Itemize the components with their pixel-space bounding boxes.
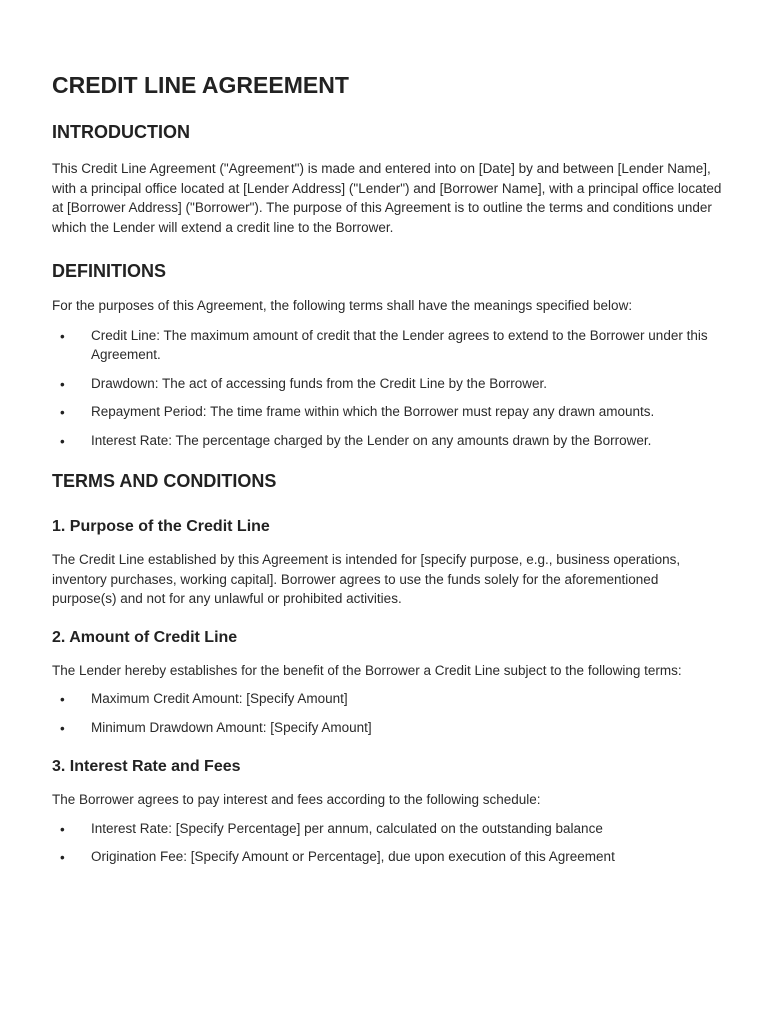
definitions-heading: DEFINITIONS xyxy=(52,261,167,281)
origination-fee-item: Origination Fee: [Specify Amount or Percentage], due upon execution of this Agreement xyxy=(91,849,615,864)
section-3-list xyxy=(52,819,722,867)
section-1-paragraph: The Credit Line established by this Agreement is intended for [specify purpose, e.g., business operations, inventory purchases, working capital]. Borrower agrees to use the funds solely for the aforementioned purpose(s) and not for any unlawful or prohibited activities. xyxy=(52,552,681,606)
bullet-icon: • xyxy=(60,433,65,449)
document-title: CREDIT LINE AGREEMENT xyxy=(52,72,349,98)
section-1-heading: 1. Purpose of the Credit Line xyxy=(52,518,270,535)
terms-heading: TERMS AND CONDITIONS xyxy=(52,471,277,491)
minimum-drawdown-amount: Minimum Drawdown Amount: [Specify Amount] xyxy=(91,719,372,735)
bullet-icon: • xyxy=(60,376,65,392)
definitions-intro: For the purposes of this Agreement, the following terms shall have the meanings specified below: xyxy=(52,298,633,313)
introduction-heading: INTRODUCTION xyxy=(52,122,190,142)
introduction-paragraph: This Credit Line Agreement ("Agreement") is made and entered into on [Date] by and between [Lender Name], with a principal office located at [Lender Address] ("Lender") and [Borrower Name], with a principal office located at [Borrower Address] ("Borrower"). The purpose of this Agreement is to outline the terms and conditions under which the Lender will extend a credit line to the Borrower. xyxy=(52,161,722,235)
section-3-paragraph: The Borrower agrees to pay interest and fees according to the following schedule: xyxy=(52,792,541,807)
definition-interest-rate: Interest Rate: The percentage charged by the Lender on any amounts drawn by the Borrower. xyxy=(91,432,652,448)
list-item xyxy=(52,402,722,422)
list-item xyxy=(52,374,722,394)
bullet-icon: • xyxy=(60,405,65,420)
section-3-heading: 3. Interest Rate and Fees xyxy=(52,758,241,775)
bullet-icon: • xyxy=(60,692,65,707)
definition-repayment-period: Repayment Period: The time frame within which the Borrower must repay any drawn amounts. xyxy=(91,404,655,419)
bullet-icon: • xyxy=(60,720,65,736)
list-item xyxy=(52,847,722,867)
section-2-paragraph: The Lender hereby establishes for the benefit of the Borrower a Credit Line subject to the following terms: xyxy=(52,662,682,678)
list-item xyxy=(52,689,722,709)
section-2-heading: 2. Amount of Credit Line xyxy=(52,628,238,646)
bullet-icon: • xyxy=(60,328,65,344)
section-2-list xyxy=(52,689,722,737)
list-item xyxy=(52,326,722,365)
list-item xyxy=(52,718,722,738)
list-item xyxy=(52,431,722,451)
definition-credit-line: Credit Line: The maximum amount of credit that the Lender agrees to extend to the Borrower under this Agreement. xyxy=(91,327,708,362)
interest-rate-item: Interest Rate: [Specify Percentage] per annum, calculated on the outstanding balance xyxy=(91,820,603,836)
maximum-credit-amount: Maximum Credit Amount: [Specify Amount] xyxy=(91,691,348,706)
document-page xyxy=(52,72,722,867)
definition-drawdown: Drawdown: The act of accessing funds from the Credit Line by the Borrower. xyxy=(91,375,547,391)
list-item xyxy=(52,819,722,839)
bullet-icon: • xyxy=(60,850,65,865)
definitions-list xyxy=(52,326,722,451)
bullet-icon: • xyxy=(60,821,65,837)
